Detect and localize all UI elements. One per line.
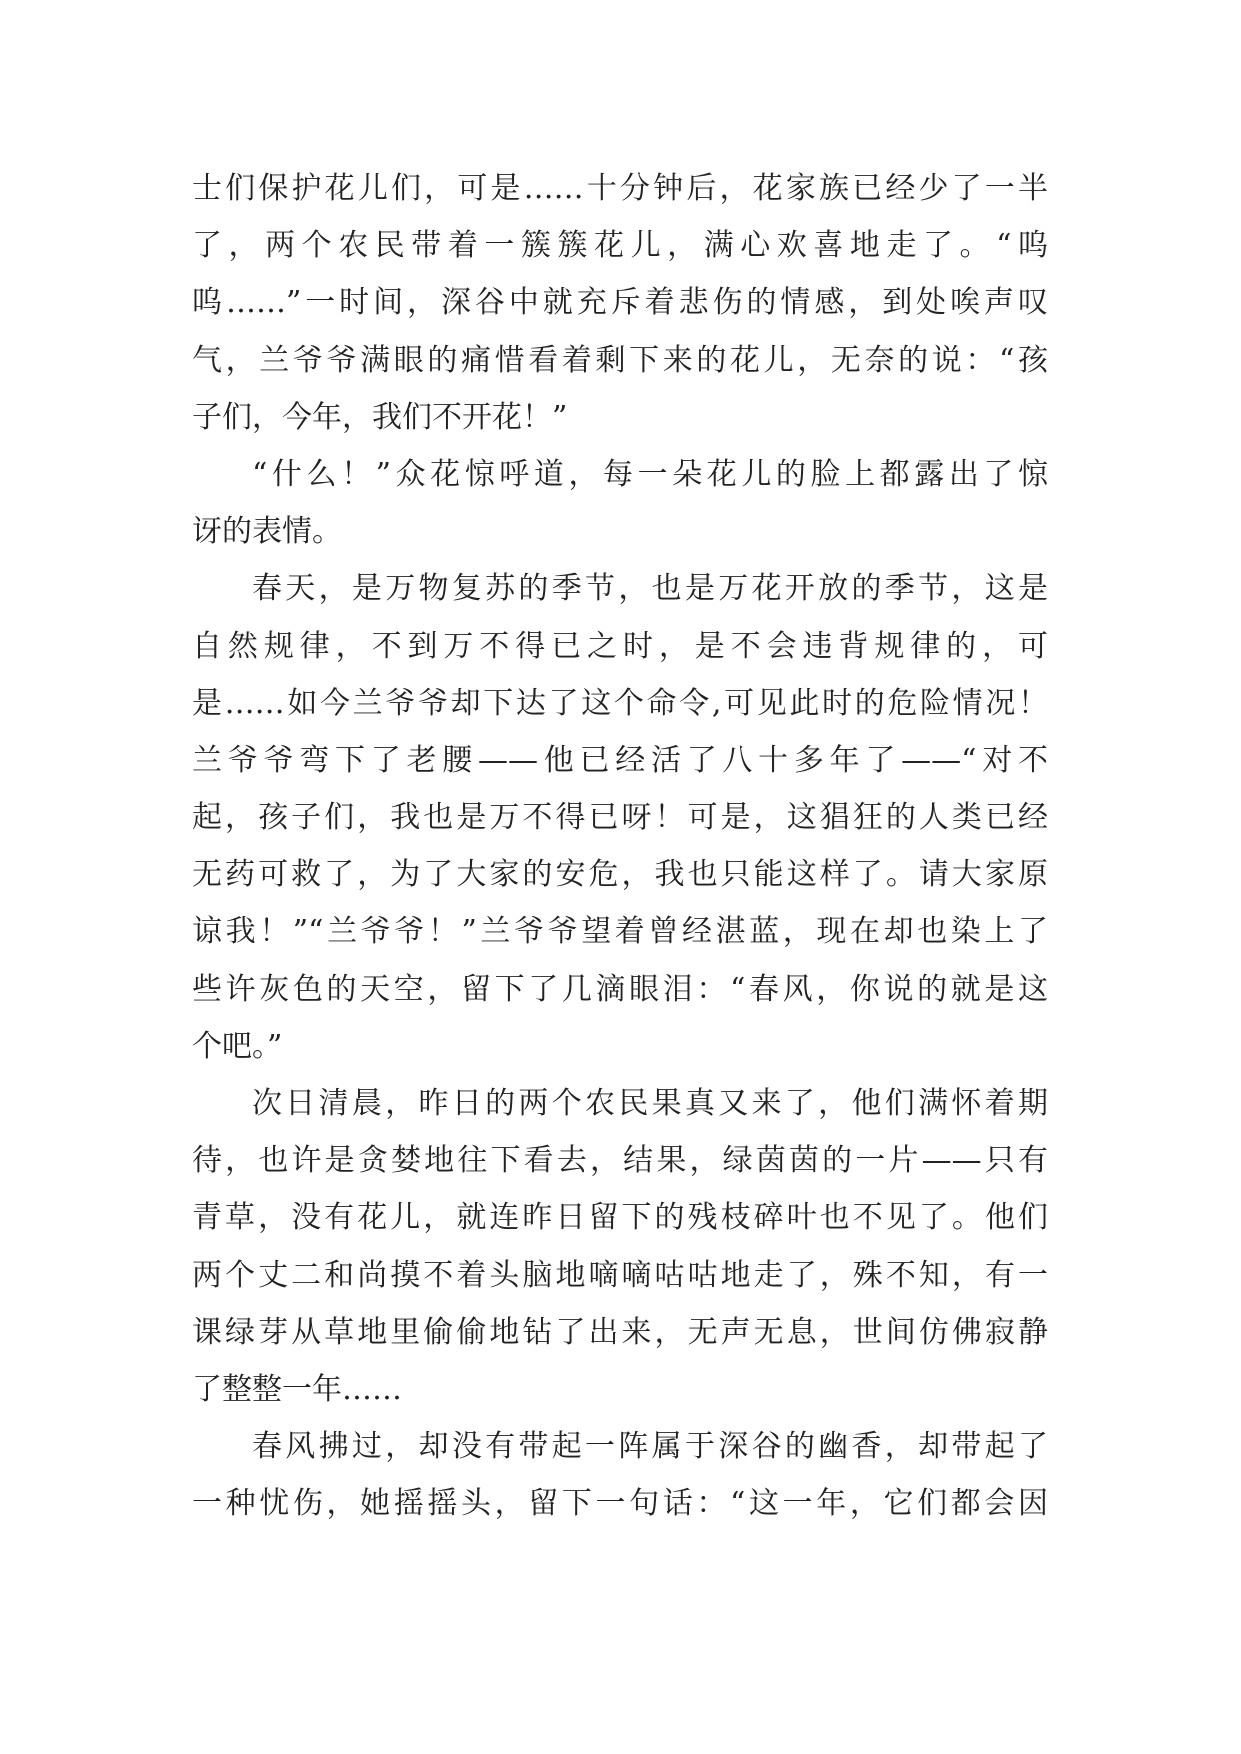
- text-line: 士们保护花儿们，可是……十分钟后，花家族已经少了一半: [192, 171, 1048, 206]
- text-line: 呜……”一时间，深谷中就充斥着悲伤的情感，到处唉声叹: [192, 285, 1048, 321]
- text-line: 起，孩子们，我也是万不得已呀！可是，这猖狂的人类已经: [192, 800, 1048, 836]
- text-line: 讶的表情。: [192, 514, 342, 550]
- text-line: 谅我！”“兰爷爷！”兰爷爷望着曾经湛蓝，现在却也染上了: [192, 914, 1048, 950]
- text-line: 自然规律，不到万不得已之时，是不会违背规律的，可: [192, 628, 1048, 664]
- text-line: 一种忧伤，她摇摇头，留下一句话：“这一年，它们都会因: [192, 1486, 1048, 1522]
- text-line: 了，两个农民带着一簇簇花儿，满心欢喜地走了。“呜: [192, 228, 1048, 264]
- text-line: 次日清晨，昨日的两个农民果真又来了，他们满怀着期: [252, 1086, 1048, 1121]
- text-line: “什么！”众花惊呼道，每一朵花儿的脸上都露出了惊: [252, 456, 1048, 492]
- text-line: 春天，是万物复苏的季节，也是万花开放的季节，这是: [252, 571, 1048, 607]
- text-line: 两个丈二和尚摸不着头脑地嘀嘀咕咕地走了，殊不知，有一: [192, 1257, 1048, 1293]
- text-line: 个吧。”: [192, 1028, 283, 1064]
- text-line: 兰爷爷弯下了老腰——他已经活了八十多年了——“对不: [192, 742, 1048, 778]
- text-line: 春风拂过，却没有带起一阵属于深谷的幽香，却带起了: [252, 1429, 1048, 1465]
- text-line: 子们，今年，我们不开花！”: [192, 399, 568, 435]
- text-line: 无药可救了，为了大家的安危，我也只能这样了。请大家原: [192, 857, 1048, 893]
- body-text: [192, 160, 1048, 1533]
- text-line: 课绿芽从草地里偷偷地钻了出来，无声无息，世间仿佛寂静: [192, 1314, 1048, 1350]
- text-line: 是……如今兰爷爷却下达了这个命令,可见此时的危险情况！: [192, 685, 1048, 721]
- text-line: 气，兰爷爷满眼的痛惜看着剩下来的花儿，无奈的说：“孩: [192, 342, 1048, 378]
- text-line: 青草，没有花儿，就连昨日留下的残枝碎叶也不见了。他们: [192, 1200, 1048, 1236]
- text-line: 了整整一年……: [192, 1371, 402, 1407]
- text-line: 些许灰色的天空，留下了几滴眼泪：“春风，你说的就是这: [192, 971, 1048, 1007]
- text-line: 待，也许是贪婪地往下看去，结果，绿茵茵的一片——只有: [192, 1143, 1048, 1179]
